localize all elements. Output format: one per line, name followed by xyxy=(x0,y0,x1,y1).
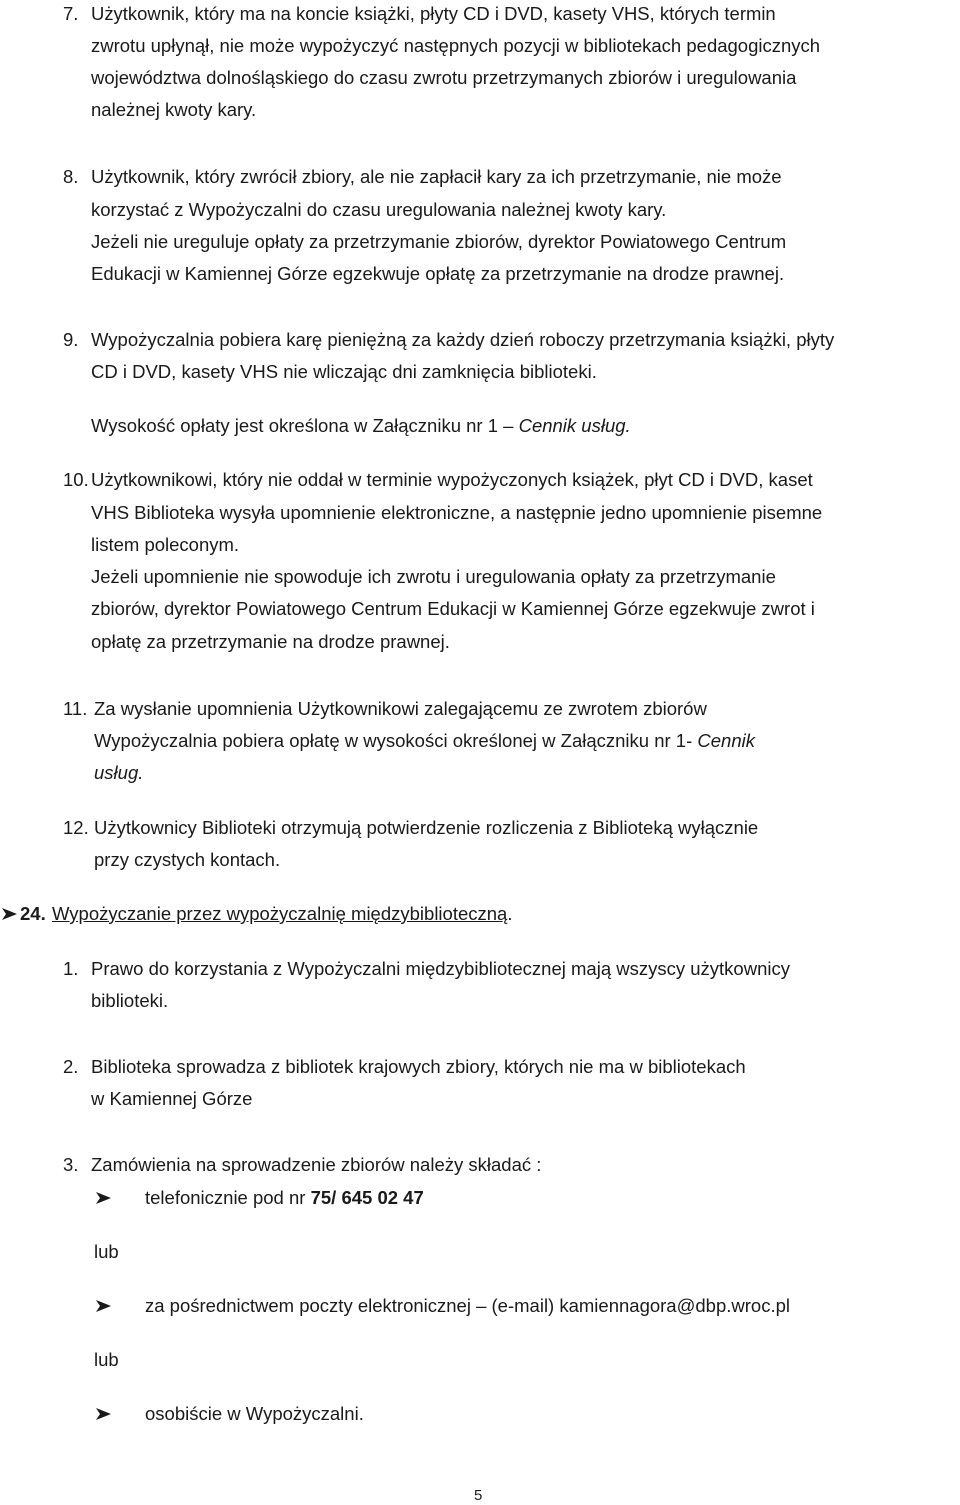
item-7-number: 7. xyxy=(63,3,79,24)
bullet-in-person: osobiście w Wypożyczalni. xyxy=(145,1403,364,1424)
s24-item-2-line-2: w Kamiennej Górze xyxy=(91,1088,253,1109)
s24-item-2-line-1: Biblioteka sprowadza z bibliotek krajowych zbiory, których nie ma w bibliotekach xyxy=(91,1056,746,1077)
item-8-line-4: Edukacji w Kamiennej Górze egzekwuje opłatę za przetrzymanie na drodze prawnej. xyxy=(91,263,785,284)
section-24-number: 24. xyxy=(20,903,46,924)
item-9-line-2: CD i DVD, kasety VHS nie wliczając dni zamknięcia biblioteki. xyxy=(91,361,597,382)
bullet-arrow-icon xyxy=(94,1188,114,1208)
s24-item-3-number: 3. xyxy=(63,1154,79,1175)
item-11-line-2 xyxy=(94,729,755,753)
item-9-fee-prefix: Wysokość opłaty jest określona w Załączniku nr 1 – xyxy=(91,415,514,436)
s24-item-3-line-1: Zamówienia na sprowadzenie zbiorów należy składać : xyxy=(91,1154,542,1175)
item-11-line-1: Za wysłanie upomnienia Użytkownikowi zalegającemu ze zwrotem zbiorów xyxy=(94,698,707,719)
item-12-line-2: przy czystych kontach. xyxy=(94,849,281,870)
item-8-line-1: Użytkownik, który zwrócił zbiory, ale nie zapłacił kary za ich przetrzymanie, nie może xyxy=(91,166,782,187)
item-8-number: 8. xyxy=(63,166,79,187)
or-text-2: lub xyxy=(94,1349,119,1370)
s24-item-2-number: 2. xyxy=(63,1056,79,1077)
item-8-line-2: korzystać z Wypożyczalni do czasu uregulowania należnej kwoty kary. xyxy=(91,199,667,220)
item-12-line-1: Użytkownicy Biblioteki otrzymują potwierdzenie rozliczenia z Biblioteką wyłącznie xyxy=(94,817,759,838)
item-10-line-2: VHS Biblioteka wysyła upomnienie elektroniczne, a następnie jedno upomnienie pisemne xyxy=(91,502,823,523)
phone-number: 75/ 645 02 47 xyxy=(310,1187,424,1208)
section-24-title-dot: . xyxy=(507,903,513,924)
item-10-line-1: Użytkownikowi, który nie oddał w terminie wypożyczonych książek, płyt CD i DVD, kaset xyxy=(91,469,813,490)
bullet-arrow-icon xyxy=(94,1404,114,1424)
item-7-line-4: należnej kwoty kary. xyxy=(91,99,257,120)
item-10-number: 10. xyxy=(63,469,89,490)
s24-item-1-line-1: Prawo do korzystania z Wypożyczalni międzybibliotecznej mają wszyscy użytkownicy xyxy=(91,958,790,979)
item-7-line-2: zwrotu upłynął, nie może wypożyczyć następnych pozycji w bibliotekach pedagogicznych xyxy=(91,35,821,56)
or-text-1: lub xyxy=(94,1241,119,1262)
item-9-fee-line xyxy=(91,414,631,438)
item-8-line-3: Jeżeli nie ureguluje opłaty za przetrzymanie zbiorów, dyrektor Powiatowego Centrum xyxy=(91,231,787,252)
item-11-line-2-italic: Cennik xyxy=(697,730,755,751)
bullet-phone xyxy=(145,1186,424,1210)
item-9-fee-italic: Cennik usług. xyxy=(518,415,631,436)
bullet-arrow-icon xyxy=(94,1296,114,1316)
bullet-email: za pośrednictwem poczty elektronicznej – (e-mail) kamiennagora@dbp.wroc.pl xyxy=(145,1295,790,1316)
section-24-heading xyxy=(52,902,512,926)
item-11-line-3: usług. xyxy=(94,762,144,783)
item-9-number: 9. xyxy=(63,329,79,350)
item-10-line-4: Jeżeli upomnienie nie spowoduje ich zwrotu i uregulowania opłaty za przetrzymanie xyxy=(91,566,776,587)
item-7-line-1: Użytkownik, który ma na koncie książki, płyty CD i DVD, kasety VHS, których termin xyxy=(91,3,776,24)
item-7-line-3: województwa dolnośląskiego do czasu zwrotu przetrzymanych zbiorów i uregulowania xyxy=(91,67,797,88)
item-10-line-5: zbiorów, dyrektor Powiatowego Centrum Edukacji w Kamiennej Górze egzekwuje zwrot i xyxy=(91,598,815,619)
item-10-line-6: opłatę za przetrzymanie na drodze prawnej. xyxy=(91,631,450,652)
s24-item-1-number: 1. xyxy=(63,958,79,979)
section-24-arrow-icon xyxy=(0,904,20,924)
item-12-number: 12. xyxy=(63,817,89,838)
s24-item-1-line-2: biblioteki. xyxy=(91,990,169,1011)
page-number: 5 xyxy=(474,1487,483,1504)
item-11-number: 11. xyxy=(63,698,88,719)
item-11-line-2-prefix: Wypożyczalnia pobiera opłatę w wysokości określonej w Załączniku nr 1- xyxy=(94,730,693,751)
item-10-line-3: listem poleconym. xyxy=(91,534,240,555)
item-9-line-1: Wypożyczalnia pobiera karę pieniężną za każdy dzień roboczy przetrzymania książki, płyty xyxy=(91,329,835,350)
section-24-title: Wypożyczanie przez wypożyczalnię międzybiblioteczną xyxy=(52,903,508,924)
bullet-phone-prefix: telefonicznie pod nr xyxy=(145,1187,306,1208)
